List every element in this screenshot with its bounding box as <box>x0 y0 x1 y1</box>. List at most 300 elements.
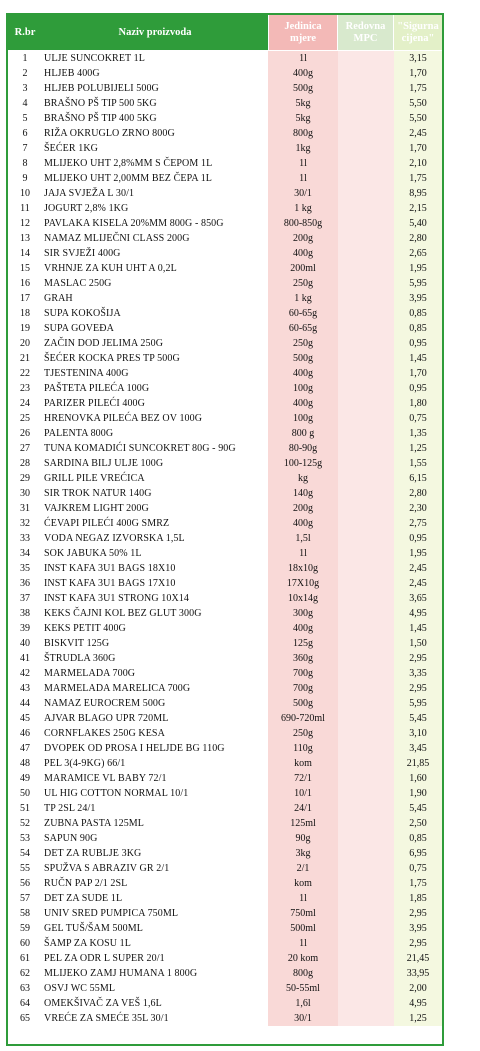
unit-cell: 125ml <box>268 816 338 831</box>
regular-price-cell <box>338 141 394 156</box>
row-number: 5 <box>22 113 28 124</box>
safe-price-cell: 1,75 <box>394 876 442 891</box>
row-number: 40 <box>20 638 30 649</box>
product-name: JAJA SVJEŽA L 30/1 <box>44 188 135 199</box>
safe-price-cell: 1,60 <box>394 771 442 786</box>
unit-cell: 200g <box>268 231 338 246</box>
safe-price-cell: 2,80 <box>394 486 442 501</box>
unit-cell: kom <box>268 756 338 771</box>
table-row <box>8 426 442 441</box>
unit-cell: 1l <box>268 936 338 951</box>
table-row <box>8 171 442 186</box>
product-name: SIR TROK NATUR 140G <box>44 488 152 499</box>
row-number: 43 <box>20 683 30 694</box>
product-name: GRILL PILE VREĆICA <box>44 473 145 484</box>
table-row <box>8 816 442 831</box>
regular-price-cell <box>338 201 394 216</box>
unit-cell: 110g <box>268 741 338 756</box>
table-row <box>8 336 442 351</box>
regular-price-cell <box>338 891 394 906</box>
safe-price-cell: 1,95 <box>394 261 442 276</box>
safe-price-cell: 1,70 <box>394 366 442 381</box>
table-row <box>8 201 442 216</box>
table-row <box>8 636 442 651</box>
safe-price-cell: 2,75 <box>394 516 442 531</box>
regular-price-cell <box>338 366 394 381</box>
safe-price-cell: 1,75 <box>394 81 442 96</box>
product-name: PEL ZA ODR L SUPER 20/1 <box>44 953 165 964</box>
table-row <box>8 876 442 891</box>
safe-price-cell: 3,10 <box>394 726 442 741</box>
regular-price-cell <box>338 51 394 66</box>
safe-price-cell: 1,45 <box>394 621 442 636</box>
product-name: PALENTA 800G <box>44 428 114 439</box>
unit-cell: 400g <box>268 246 338 261</box>
table-row <box>8 231 442 246</box>
table-row <box>8 726 442 741</box>
product-name: ZAČIN DOD JELIMA 250G <box>44 338 164 349</box>
safe-price-cell: 1,85 <box>394 891 442 906</box>
table-row <box>8 516 442 531</box>
product-name: NAMAZ EUROCREM 500G <box>44 698 166 709</box>
regular-price-cell <box>338 396 394 411</box>
unit-cell: 1l <box>268 171 338 186</box>
row-number: 37 <box>20 593 30 604</box>
table-row <box>8 951 442 966</box>
safe-price-cell: 5,45 <box>394 801 442 816</box>
table-row <box>8 186 442 201</box>
row-number: 22 <box>20 368 30 379</box>
regular-price-cell <box>338 591 394 606</box>
table-row <box>8 561 442 576</box>
product-name: KEKS PETIT 400G <box>44 623 126 634</box>
regular-price-cell <box>338 996 394 1011</box>
unit-cell: 700g <box>268 666 338 681</box>
regular-price-cell <box>338 681 394 696</box>
unit-cell: 250g <box>268 276 338 291</box>
safe-price-cell: 0,95 <box>394 531 442 546</box>
product-name: OSVJ WC 55ML <box>44 983 116 994</box>
unit-cell: 360g <box>268 651 338 666</box>
regular-price-cell <box>338 246 394 261</box>
table-row <box>8 681 442 696</box>
unit-cell: 80-90g <box>268 441 338 456</box>
row-number: 30 <box>20 488 30 499</box>
product-name: MLIJEKO ZAMJ HUMANA 1 800G <box>44 968 198 979</box>
product-name: PEL 3(4-9KG) 66/1 <box>44 758 126 769</box>
table-row <box>8 891 442 906</box>
row-number: 51 <box>20 803 30 814</box>
product-name: ŠAMP ZA KOSU 1L <box>44 938 131 949</box>
regular-price-cell <box>338 171 394 186</box>
row-number: 2 <box>22 68 28 79</box>
row-number: 27 <box>20 443 30 454</box>
safe-price-cell: 6,95 <box>394 846 442 861</box>
row-number: 54 <box>20 848 30 859</box>
product-name: ULJE SUNCOKRET 1L <box>44 53 145 64</box>
table-row <box>8 651 442 666</box>
table-row <box>8 156 442 171</box>
unit-cell: 200ml <box>268 261 338 276</box>
product-name: MASLAC 250G <box>44 278 112 289</box>
product-name: PAŠTETA PILEĆA 100G <box>44 383 150 394</box>
unit-cell: 5kg <box>268 111 338 126</box>
row-number: 39 <box>20 623 30 634</box>
product-name: TUNA KOMADIĆI SUNCOKRET 80G - 90G <box>44 443 236 454</box>
product-name: INST KAFA 3U1 BAGS 17X10 <box>44 578 176 589</box>
unit-cell: 250g <box>268 726 338 741</box>
table-row <box>8 771 442 786</box>
unit-cell: 1 kg <box>268 201 338 216</box>
regular-price-cell <box>338 96 394 111</box>
row-number: 20 <box>20 338 30 349</box>
row-number: 38 <box>20 608 30 619</box>
table-row <box>8 801 442 816</box>
product-name: ZUBNA PASTA 125ML <box>44 818 144 829</box>
unit-cell: kg <box>268 471 338 486</box>
product-name: CORNFLAKES 250G KESA <box>44 728 165 739</box>
safe-price-cell: 2,95 <box>394 681 442 696</box>
unit-cell: 18x10g <box>268 561 338 576</box>
unit-cell: 500g <box>268 696 338 711</box>
product-name: OMEKŠIVAČ ZA VEŠ 1,6L <box>44 998 162 1009</box>
safe-price-cell: 2,95 <box>394 906 442 921</box>
product-name: MLIJEKO UHT 2,00MM BEZ ČEPA 1L <box>44 173 213 184</box>
table-row <box>8 291 442 306</box>
table-row <box>8 411 442 426</box>
table-row <box>8 351 442 366</box>
safe-price-cell: 1,70 <box>394 141 442 156</box>
unit-cell: 3kg <box>268 846 338 861</box>
table-row <box>8 756 442 771</box>
regular-price-cell <box>338 756 394 771</box>
unit-cell: 1 kg <box>268 291 338 306</box>
row-number: 32 <box>20 518 30 529</box>
table-row <box>8 261 442 276</box>
row-number: 31 <box>20 503 30 514</box>
table-row <box>8 321 442 336</box>
product-name: ŠEĆER 1KG <box>44 143 98 154</box>
safe-price-cell: 2,45 <box>394 126 442 141</box>
safe-price-cell: 2,95 <box>394 651 442 666</box>
unit-cell: 100-125g <box>268 456 338 471</box>
safe-price-cell: 5,95 <box>394 696 442 711</box>
regular-price-cell <box>338 876 394 891</box>
unit-cell: 20 kom <box>268 951 338 966</box>
row-number: 47 <box>20 743 30 754</box>
row-number: 58 <box>20 908 30 919</box>
row-number: 45 <box>20 713 30 724</box>
regular-price-cell <box>338 456 394 471</box>
unit-cell: 500g <box>268 81 338 96</box>
safe-price-cell: 3,95 <box>394 921 442 936</box>
regular-price-cell <box>338 546 394 561</box>
safe-price-cell: 0,85 <box>394 831 442 846</box>
safe-price-cell: 2,30 <box>394 501 442 516</box>
row-number: 60 <box>20 938 30 949</box>
table-row <box>8 441 442 456</box>
product-name: SIR SVJEŽI 400G <box>44 248 121 259</box>
safe-price-cell: 3,45 <box>394 741 442 756</box>
regular-price-cell <box>338 156 394 171</box>
product-name: ĆEVAPI PILEĆI 400G SMRZ <box>44 518 170 529</box>
product-name: MARAMICE VL BABY 72/1 <box>44 773 167 784</box>
safe-price-cell: 2,15 <box>394 201 442 216</box>
regular-price-cell <box>338 786 394 801</box>
product-name: SPUŽVA S ABRAZIV GR 2/1 <box>44 863 170 874</box>
product-name: NAMAZ MLIJEČNI CLASS 200G <box>44 233 190 244</box>
unit-cell: 100g <box>268 381 338 396</box>
regular-price-cell <box>338 66 394 81</box>
regular-price-cell <box>338 906 394 921</box>
unit-cell: 5kg <box>268 96 338 111</box>
product-name: VODA NEGAZ IZVORSKA 1,5L <box>44 533 185 544</box>
safe-price-cell: 1,55 <box>394 456 442 471</box>
regular-price-cell <box>338 516 394 531</box>
unit-cell: 10/1 <box>268 786 338 801</box>
product-name: KEKS ČAJNI KOL BEZ GLUT 300G <box>44 608 202 619</box>
table-row <box>8 456 442 471</box>
row-number: 25 <box>20 413 30 424</box>
safe-price-cell: 1,80 <box>394 396 442 411</box>
unit-cell: 1kg <box>268 141 338 156</box>
regular-price-cell <box>338 606 394 621</box>
product-name: DVOPEK OD PROSA I HELJDE BG 110G <box>44 743 225 754</box>
unit-cell: 250g <box>268 336 338 351</box>
table-row <box>8 996 442 1011</box>
unit-cell: 1l <box>268 51 338 66</box>
table-row <box>8 141 442 156</box>
product-name: ŠTRUDLA 360G <box>44 653 116 664</box>
product-name: TP 2SL 24/1 <box>44 803 96 814</box>
unit-cell: 400g <box>268 366 338 381</box>
product-name: PARIZER PILEĆI 400G <box>44 398 145 409</box>
product-name: SARDINA BILJ ULJE 100G <box>44 458 164 469</box>
table-row <box>8 621 442 636</box>
product-name: RIŽA OKRUGLO ZRNO 800G <box>44 128 175 139</box>
unit-cell: 800-850g <box>268 216 338 231</box>
table-row <box>8 981 442 996</box>
safe-price-cell: 5,50 <box>394 111 442 126</box>
safe-price-cell: 0,95 <box>394 336 442 351</box>
table-row <box>8 366 442 381</box>
table-row <box>8 606 442 621</box>
regular-price-cell <box>338 921 394 936</box>
table-row <box>8 396 442 411</box>
row-number: 1 <box>22 53 28 64</box>
table-row <box>8 711 442 726</box>
regular-price-cell <box>338 816 394 831</box>
product-name: BISKVIT 125G <box>44 638 110 649</box>
row-number: 62 <box>20 968 30 979</box>
row-number: 13 <box>20 233 30 244</box>
regular-price-cell <box>338 486 394 501</box>
safe-price-cell: 2,45 <box>394 576 442 591</box>
row-number: 12 <box>20 218 30 229</box>
safe-price-cell: 21,85 <box>394 756 442 771</box>
product-name: DET ZA RUBLJE 3KG <box>44 848 142 859</box>
regular-price-cell <box>338 711 394 726</box>
safe-price-cell: 1,45 <box>394 351 442 366</box>
product-name: UL HIG COTTON NORMAL 10/1 <box>44 788 189 799</box>
row-number: 44 <box>20 698 30 709</box>
safe-price-cell: 6,15 <box>394 471 442 486</box>
table-row <box>8 126 442 141</box>
safe-price-cell: 5,50 <box>394 96 442 111</box>
regular-price-cell <box>338 306 394 321</box>
table-row <box>8 51 442 66</box>
row-number: 36 <box>20 578 30 589</box>
product-name: VRHNJE ZA KUH UHT A 0,2L <box>44 263 177 274</box>
safe-price-cell: 8,95 <box>394 186 442 201</box>
unit-cell: 400g <box>268 396 338 411</box>
row-number: 16 <box>20 278 30 289</box>
regular-price-cell <box>338 726 394 741</box>
row-number: 26 <box>20 428 30 439</box>
product-name: UNIV SRED PUMPICA 750ML <box>44 908 179 919</box>
row-number: 46 <box>20 728 30 739</box>
table-row <box>8 486 442 501</box>
regular-price-cell <box>338 696 394 711</box>
product-name: RUČN PAP 2/1 2SL <box>44 878 128 889</box>
unit-cell: 300g <box>268 606 338 621</box>
unit-cell: 10x14g <box>268 591 338 606</box>
regular-price-cell <box>338 261 394 276</box>
safe-price-cell: 3,65 <box>394 591 442 606</box>
regular-price-cell <box>338 216 394 231</box>
safe-price-cell: 2,10 <box>394 156 442 171</box>
row-number: 18 <box>20 308 30 319</box>
safe-price-cell: 3,95 <box>394 291 442 306</box>
product-name: VREĆE ZA SMEĆE 35L 30/1 <box>44 1013 169 1024</box>
table-row <box>8 66 442 81</box>
unit-cell: 50-55ml <box>268 981 338 996</box>
regular-price-cell <box>338 291 394 306</box>
row-number: 3 <box>22 83 28 94</box>
table-row <box>8 861 442 876</box>
regular-price-cell <box>338 276 394 291</box>
table-row <box>8 846 442 861</box>
safe-price-cell: 0,85 <box>394 306 442 321</box>
unit-cell: 400g <box>268 66 338 81</box>
row-number: 61 <box>20 953 30 964</box>
regular-price-cell <box>338 771 394 786</box>
row-number: 34 <box>20 548 30 559</box>
regular-price-cell <box>338 801 394 816</box>
regular-price-cell <box>338 861 394 876</box>
safe-price-cell: 4,95 <box>394 606 442 621</box>
row-number: 52 <box>20 818 30 829</box>
regular-price-cell <box>338 576 394 591</box>
row-number: 55 <box>20 863 30 874</box>
row-number: 53 <box>20 833 30 844</box>
row-number: 42 <box>20 668 30 679</box>
product-name: TJESTENINA 400G <box>44 368 129 379</box>
table-row <box>8 546 442 561</box>
regular-price-cell <box>338 351 394 366</box>
unit-cell: 400g <box>268 516 338 531</box>
row-number: 10 <box>20 188 30 199</box>
product-name: ŠEĆER KOCKA PRES TP 500G <box>44 353 180 364</box>
row-number: 35 <box>20 563 30 574</box>
safe-price-cell: 3,15 <box>394 51 442 66</box>
unit-cell: 800 g <box>268 426 338 441</box>
header-product-name: Naziv proizvoda <box>118 26 192 38</box>
product-name: MARMELADA 700G <box>44 668 136 679</box>
regular-price-cell <box>338 336 394 351</box>
table-row <box>8 531 442 546</box>
product-name: AJVAR BLAGO UPR 720ML <box>44 713 169 724</box>
unit-cell: 1,5l <box>268 531 338 546</box>
safe-price-cell: 1,25 <box>394 441 442 456</box>
unit-cell: 24/1 <box>268 801 338 816</box>
table-row <box>8 381 442 396</box>
table-row <box>8 831 442 846</box>
safe-price-cell: 21,45 <box>394 951 442 966</box>
unit-cell: 72/1 <box>268 771 338 786</box>
regular-price-cell <box>338 936 394 951</box>
table-row <box>8 246 442 261</box>
price-table <box>6 13 444 1046</box>
product-name: SAPUN 90G <box>44 833 98 844</box>
table-row <box>8 741 442 756</box>
safe-price-cell: 5,95 <box>394 276 442 291</box>
product-name: SOK JABUKA 50% 1L <box>44 548 142 559</box>
unit-cell: 750ml <box>268 906 338 921</box>
regular-price-cell <box>338 1011 394 1026</box>
regular-price-cell <box>338 831 394 846</box>
table-row <box>8 576 442 591</box>
unit-cell: 690-720ml <box>268 711 338 726</box>
safe-price-cell: 33,95 <box>394 966 442 981</box>
product-name: HRENOVKA PILEĆA BEZ OV 100G <box>44 413 203 424</box>
safe-price-cell: 2,95 <box>394 936 442 951</box>
unit-cell: 1,6l <box>268 996 338 1011</box>
row-number: 9 <box>22 173 28 184</box>
table-row <box>8 966 442 981</box>
unit-cell: 17X10g <box>268 576 338 591</box>
table-header <box>8 15 442 50</box>
row-number: 33 <box>20 533 30 544</box>
row-number: 14 <box>20 248 30 259</box>
table-body <box>8 51 442 1026</box>
row-number: 6 <box>22 128 28 139</box>
unit-cell: 100g <box>268 411 338 426</box>
unit-cell: 500ml <box>268 921 338 936</box>
table-row <box>8 276 442 291</box>
row-number: 63 <box>20 983 30 994</box>
row-number: 59 <box>20 923 30 934</box>
regular-price-cell <box>338 966 394 981</box>
header-rbr: R.br <box>14 26 36 38</box>
unit-cell: 500g <box>268 351 338 366</box>
safe-price-cell: 0,75 <box>394 861 442 876</box>
regular-price-cell <box>338 81 394 96</box>
row-number: 64 <box>20 998 30 1009</box>
product-name: GRAH <box>44 293 73 304</box>
product-name: PAVLAKA KISELA 20%MM 800G - 850G <box>44 218 224 229</box>
regular-price-cell <box>338 471 394 486</box>
unit-cell: 125g <box>268 636 338 651</box>
row-number: 28 <box>20 458 30 469</box>
regular-price-cell <box>338 231 394 246</box>
unit-cell: 200g <box>268 501 338 516</box>
unit-cell: 800g <box>268 966 338 981</box>
regular-price-cell <box>338 411 394 426</box>
unit-cell: 1l <box>268 546 338 561</box>
table-row <box>8 936 442 951</box>
row-number: 65 <box>20 1013 30 1024</box>
